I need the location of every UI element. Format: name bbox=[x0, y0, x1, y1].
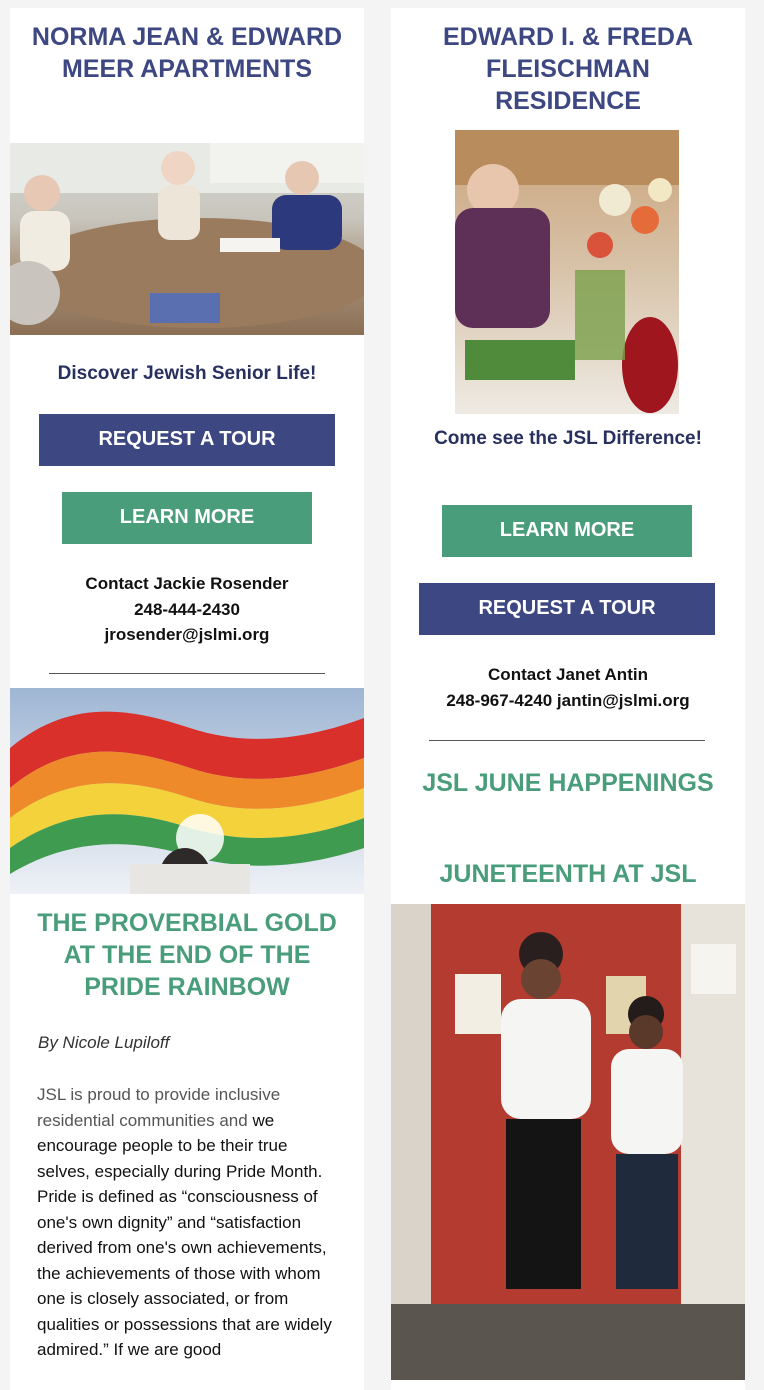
meer-contact-phone[interactable]: 248-444-2430 bbox=[134, 599, 240, 619]
june-happenings-title: JSL JUNE HAPPENINGS bbox=[422, 769, 714, 797]
meer-contact-block bbox=[10, 571, 364, 648]
meer-tagline: Discover Jewish Senior Life! bbox=[57, 363, 317, 384]
fleischman-contact-phone-email[interactable]: 248-967-4240 jantin@jslmi.org bbox=[446, 690, 690, 710]
juneteenth-staff-photo bbox=[391, 904, 745, 1380]
juneteenth-title: JUNETEENTH AT JSL bbox=[439, 860, 697, 888]
meer-apartments-title: NORMA JEAN & EDWARD MEER APARTMENTS bbox=[31, 23, 343, 83]
pride-article-body-intro: JSL is proud to provide inclusive residential communities and bbox=[37, 1085, 281, 1130]
meer-request-tour-button[interactable]: REQUEST A TOUR bbox=[39, 414, 335, 466]
fleischman-learn-more-button[interactable]: LEARN MORE bbox=[442, 505, 692, 557]
fleischman-tagline: Come see the JSL Difference! bbox=[434, 428, 702, 449]
pride-article-byline: By Nicole Lupiloff bbox=[38, 1033, 170, 1052]
pride-article-body-text: we encourage people to be their true selves, especially during Pride Month. Pride is defined as “consciousness of one's own dignity” and “satisfaction derived from one's own achievements, the achievements of those with whom one is closely associated, or from qualities or possessions that are widely admired.” If we are good bbox=[37, 1110, 332, 1359]
pride-article-body bbox=[37, 1082, 337, 1363]
resident-with-flowers-photo bbox=[455, 130, 679, 414]
fleischman-contact-name: Contact Janet Antin bbox=[488, 665, 648, 684]
meer-contact-email[interactable]: jrosender@jslmi.org bbox=[104, 625, 270, 644]
meer-contact-name: Contact Jackie Rosender bbox=[85, 574, 289, 593]
pride-flag-photo bbox=[10, 688, 364, 894]
divider bbox=[429, 740, 705, 741]
divider bbox=[49, 673, 325, 674]
meer-learn-more-button[interactable]: LEARN MORE bbox=[62, 492, 312, 544]
pride-article-title: THE PROVERBIAL GOLD AT THE END OF THE PRIDE RAINBOW bbox=[37, 909, 337, 1001]
fleischman-contact-block bbox=[391, 662, 745, 713]
left-column bbox=[10, 8, 364, 1390]
fleischman-request-tour-button[interactable]: REQUEST A TOUR bbox=[419, 583, 715, 635]
right-column bbox=[391, 8, 745, 1390]
fleischman-residence-title: EDWARD I. & FREDA FLEISCHMAN RESIDENCE bbox=[443, 23, 693, 115]
seniors-at-table-photo bbox=[10, 143, 364, 335]
